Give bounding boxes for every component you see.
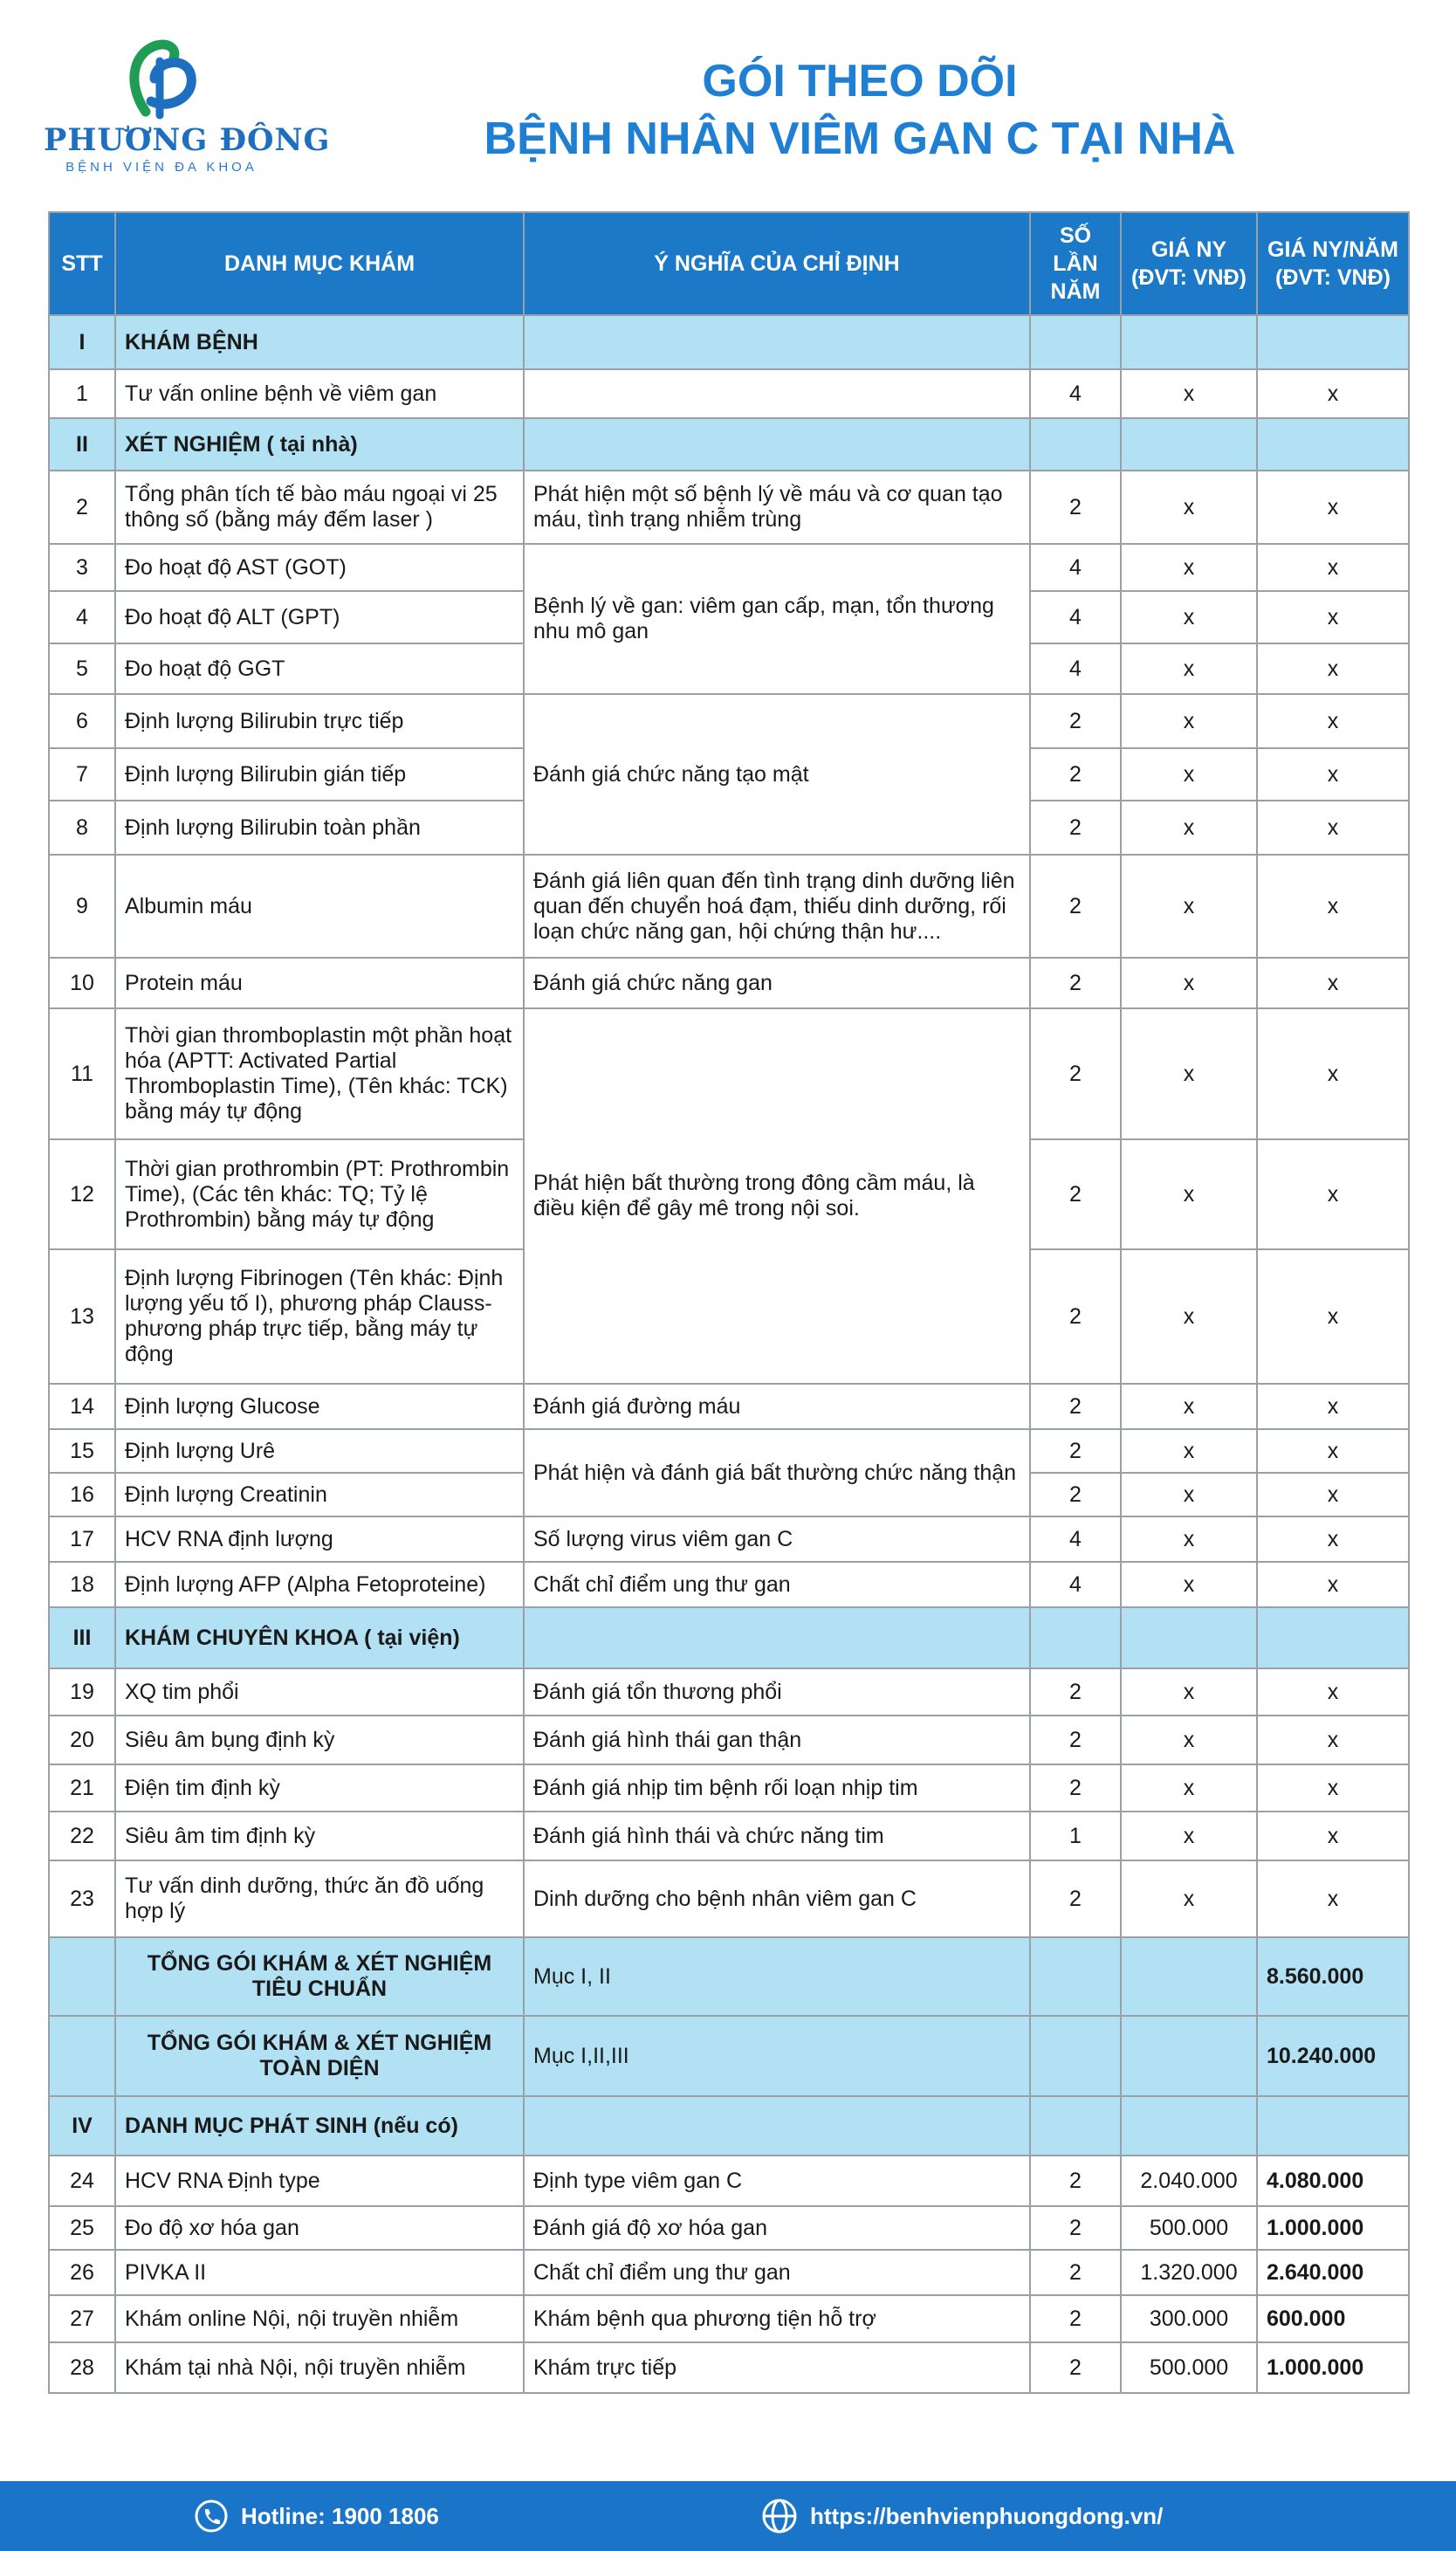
item-name: Định lượng Bilirubin toàn phần	[115, 801, 524, 855]
item-meaning: Khám trực tiếp	[524, 2342, 1030, 2393]
header-stt: STT	[49, 212, 115, 315]
row-number: 27	[49, 2295, 115, 2342]
section-title: KHÁM BỆNH	[115, 315, 524, 369]
row-number: 15	[49, 1429, 115, 1473]
title-line-1: GÓI THEO DÕI	[702, 56, 1018, 107]
unit-price: x	[1121, 471, 1257, 544]
header-total: GIÁ NY/NĂM (ĐVT: VNĐ)	[1257, 212, 1409, 315]
item-name: Đo hoạt độ GGT	[115, 643, 524, 694]
table-row	[49, 958, 1409, 1008]
cell-empty	[1030, 418, 1121, 471]
unit-price: x	[1121, 1473, 1257, 1516]
times-per-year: 2	[1030, 801, 1121, 855]
row-number: 12	[49, 1139, 115, 1249]
table-row	[49, 1384, 1409, 1429]
cell-empty	[49, 2016, 115, 2096]
times-per-year: 4	[1030, 369, 1121, 418]
section-number: II	[49, 418, 115, 471]
times-per-year: 2	[1030, 2250, 1121, 2295]
times-per-year: 2	[1030, 748, 1121, 801]
times-per-year: 4	[1030, 1562, 1121, 1607]
section-number: I	[49, 315, 115, 369]
unit-price: 500.000	[1121, 2206, 1257, 2250]
item-name: Định lượng Creatinin	[115, 1473, 524, 1516]
unit-price: x	[1121, 369, 1257, 418]
row-number: 4	[49, 591, 115, 643]
header-price: GIÁ NY (ĐVT: VNĐ)	[1121, 212, 1257, 315]
table-row	[49, 2206, 1409, 2250]
unit-price: x	[1121, 643, 1257, 694]
item-meaning: Khám bệnh qua phương tiện hỗ trợ	[524, 2295, 1030, 2342]
footer-bar	[0, 2481, 1456, 2551]
item-meaning: Đánh giá hình thái gan thận	[524, 1716, 1030, 1764]
item-name: Định lượng Bilirubin gián tiếp	[115, 748, 524, 801]
cell-empty	[1121, 418, 1257, 471]
times-per-year: 2	[1030, 1139, 1121, 1249]
hotline-text: Hotline: 1900 1806	[241, 2502, 439, 2529]
cell-empty	[1257, 1607, 1409, 1668]
times-per-year: 2	[1030, 1473, 1121, 1516]
item-meaning	[524, 369, 1030, 418]
times-per-year: 2	[1030, 2156, 1121, 2206]
phone-icon	[194, 2499, 229, 2534]
unit-price: x	[1121, 1860, 1257, 1937]
title-line-2: BỆNH NHÂN VIÊM GAN C TẠI NHÀ	[484, 113, 1236, 164]
unit-price: 2.040.000	[1121, 2156, 1257, 2206]
cell-empty	[524, 2096, 1030, 2156]
row-number: 2	[49, 471, 115, 544]
yearly-price: x	[1257, 591, 1409, 643]
unit-price: x	[1121, 855, 1257, 958]
row-number: 19	[49, 1668, 115, 1716]
item-name: Protein máu	[115, 958, 524, 1008]
yearly-price: x	[1257, 1008, 1409, 1139]
cell-empty	[1030, 1607, 1121, 1668]
times-per-year: 2	[1030, 2342, 1121, 2393]
table-row	[49, 2156, 1409, 2206]
total-label: TỔNG GÓI KHÁM & XÉT NGHIỆM TOÀN DIỆN	[115, 2016, 524, 2096]
unit-price: x	[1121, 591, 1257, 643]
times-per-year: 2	[1030, 471, 1121, 544]
cell-empty	[1257, 315, 1409, 369]
item-name: Albumin máu	[115, 855, 524, 958]
times-per-year: 2	[1030, 1668, 1121, 1716]
item-meaning: Đánh giá chức năng gan	[524, 958, 1030, 1008]
row-number: 21	[49, 1764, 115, 1812]
item-name: Siêu âm tim định kỳ	[115, 1812, 524, 1860]
cell-empty	[49, 1937, 115, 2016]
item-meaning: Phát hiện một số bệnh lý về máu và cơ quan tạo máu, tình trạng nhiễm trùng	[524, 471, 1030, 544]
times-per-year: 4	[1030, 1516, 1121, 1562]
cell-empty	[1030, 315, 1121, 369]
table-row	[49, 1716, 1409, 1764]
unit-price: x	[1121, 544, 1257, 591]
times-per-year: 2	[1030, 1384, 1121, 1429]
row-number: 23	[49, 1860, 115, 1937]
cell-empty	[1030, 2096, 1121, 2156]
item-name: Khám online Nội, nội truyền nhiễm	[115, 2295, 524, 2342]
total-scope: Mục I,II,III	[524, 2016, 1030, 2096]
yearly-price: 2.640.000	[1257, 2250, 1409, 2295]
yearly-price: x	[1257, 694, 1409, 748]
yearly-price: 4.080.000	[1257, 2156, 1409, 2206]
times-per-year: 2	[1030, 694, 1121, 748]
item-name: Định lượng Fibrinogen (Tên khác: Định lượng yếu tố I), phương pháp Clauss- phương pháp trực tiếp, bằng máy tự động	[115, 1249, 524, 1384]
section-row	[49, 418, 1409, 471]
item-name: Thời gian thromboplastin một phần hoạt hóa (APTT: Activated Partial Thromboplastin Time), (Tên khác: TCK) bằng máy tự động	[115, 1008, 524, 1139]
item-name: Tư vấn dinh dưỡng, thức ăn đồ uống hợp lý	[115, 1860, 524, 1937]
yearly-price: x	[1257, 1764, 1409, 1812]
item-meaning: Định type viêm gan C	[524, 2156, 1030, 2206]
item-meaning: Số lượng virus viêm gan C	[524, 1516, 1030, 1562]
item-meaning: Đánh giá đường máu	[524, 1384, 1030, 1429]
table-row	[49, 369, 1409, 418]
yearly-price: x	[1257, 801, 1409, 855]
logo-name: PHƯƠNG ĐÔNG	[44, 122, 331, 158]
item-meaning: Bệnh lý về gan: viêm gan cấp, mạn, tổn thương nhu mô gan	[524, 544, 1030, 694]
table-row	[49, 2342, 1409, 2393]
item-meaning: Đánh giá nhịp tim bệnh rối loạn nhịp tim	[524, 1764, 1030, 1812]
item-meaning: Đánh giá liên quan đến tình trạng dinh dưỡng liên quan đến chuyển hoá đạm, thiếu dinh dưỡng, rối loạn chức năng gan, hội chứng thận hư....	[524, 855, 1030, 958]
item-meaning: Dinh dưỡng cho bệnh nhân viêm gan C	[524, 1860, 1030, 1937]
total-row	[49, 2016, 1409, 2096]
section-number: IV	[49, 2096, 115, 2156]
times-per-year: 2	[1030, 1429, 1121, 1473]
section-row	[49, 2096, 1409, 2156]
times-per-year: 2	[1030, 1716, 1121, 1764]
times-per-year: 2	[1030, 2206, 1121, 2250]
yearly-price: x	[1257, 544, 1409, 591]
item-name: PIVKA II	[115, 2250, 524, 2295]
item-name: HCV RNA Định type	[115, 2156, 524, 2206]
section-number: III	[49, 1607, 115, 1668]
yearly-price: x	[1257, 1249, 1409, 1384]
item-meaning: Đánh giá chức năng tạo mật	[524, 694, 1030, 855]
table-row	[49, 1008, 1409, 1139]
website-link[interactable]	[761, 2481, 1163, 2551]
table-row	[49, 471, 1409, 544]
item-meaning: Đánh giá độ xơ hóa gan	[524, 2206, 1030, 2250]
item-name: Thời gian prothrombin (PT: Prothrombin Time), (Các tên khác: TQ; Tỷ lệ Prothrombin) bằng máy tự động	[115, 1139, 524, 1249]
total-label: TỔNG GÓI KHÁM & XÉT NGHIỆM TIÊU CHUẨN	[115, 1937, 524, 2016]
table-body	[49, 315, 1409, 2393]
cell-empty	[524, 315, 1030, 369]
section-title: XÉT NGHIỆM ( tại nhà)	[115, 418, 524, 471]
cell-empty	[1121, 1937, 1257, 2016]
table-row	[49, 855, 1409, 958]
cell-empty	[1257, 2096, 1409, 2156]
item-meaning: Đánh giá tổn thương phổi	[524, 1668, 1030, 1716]
row-number: 3	[49, 544, 115, 591]
yearly-price: x	[1257, 471, 1409, 544]
cell-empty	[524, 1607, 1030, 1668]
row-number: 18	[49, 1562, 115, 1607]
table-row	[49, 1860, 1409, 1937]
row-number: 8	[49, 801, 115, 855]
section-title: KHÁM CHUYÊN KHOA ( tại viện)	[115, 1607, 524, 1668]
unit-price: x	[1121, 1249, 1257, 1384]
yearly-price: x	[1257, 1139, 1409, 1249]
hotline[interactable]	[194, 2481, 439, 2551]
times-per-year: 2	[1030, 855, 1121, 958]
cell-empty	[1030, 1937, 1121, 2016]
times-per-year: 4	[1030, 591, 1121, 643]
row-number: 11	[49, 1008, 115, 1139]
cell-empty	[1121, 2096, 1257, 2156]
yearly-price: x	[1257, 958, 1409, 1008]
table-row	[49, 1516, 1409, 1562]
unit-price: 300.000	[1121, 2295, 1257, 2342]
unit-price: 1.320.000	[1121, 2250, 1257, 2295]
table-row	[49, 1562, 1409, 1607]
unit-price: x	[1121, 1008, 1257, 1139]
item-name: Định lượng Urê	[115, 1429, 524, 1473]
unit-price: x	[1121, 1384, 1257, 1429]
item-name: Đo hoạt độ ALT (GPT)	[115, 591, 524, 643]
times-per-year: 1	[1030, 1812, 1121, 1860]
unit-price: x	[1121, 801, 1257, 855]
cell-empty	[1121, 1607, 1257, 1668]
times-per-year: 4	[1030, 643, 1121, 694]
item-name: Siêu âm bụng định kỳ	[115, 1716, 524, 1764]
unit-price: x	[1121, 958, 1257, 1008]
row-number: 26	[49, 2250, 115, 2295]
yearly-price: 600.000	[1257, 2295, 1409, 2342]
item-name: Khám tại nhà Nội, nội truyền nhiễm	[115, 2342, 524, 2393]
unit-price: x	[1121, 1516, 1257, 1562]
yearly-price: x	[1257, 1384, 1409, 1429]
yearly-price: x	[1257, 1812, 1409, 1860]
yearly-price: x	[1257, 1473, 1409, 1516]
yearly-price: x	[1257, 1716, 1409, 1764]
unit-price: x	[1121, 1429, 1257, 1473]
row-number: 6	[49, 694, 115, 748]
logo-mark-icon	[120, 35, 203, 122]
unit-price: x	[1121, 1716, 1257, 1764]
unit-price: x	[1121, 748, 1257, 801]
table-row	[49, 694, 1409, 748]
cell-empty	[1121, 2016, 1257, 2096]
row-number: 17	[49, 1516, 115, 1562]
times-per-year: 4	[1030, 544, 1121, 591]
total-price: 8.560.000	[1257, 1937, 1409, 2016]
row-number: 16	[49, 1473, 115, 1516]
item-name: Định lượng Glucose	[115, 1384, 524, 1429]
yearly-price: x	[1257, 643, 1409, 694]
item-meaning: Phát hiện bất thường trong đông cầm máu, là điều kiện để gây mê trong nội soi.	[524, 1008, 1030, 1384]
yearly-price: x	[1257, 748, 1409, 801]
hospital-logo	[44, 35, 331, 183]
times-per-year: 2	[1030, 1764, 1121, 1812]
total-scope: Mục I, II	[524, 1937, 1030, 2016]
unit-price: x	[1121, 1139, 1257, 1249]
item-meaning: Chất chỉ điểm ung thư gan	[524, 2250, 1030, 2295]
row-number: 20	[49, 1716, 115, 1764]
times-per-year: 2	[1030, 1860, 1121, 1937]
times-per-year: 2	[1030, 958, 1121, 1008]
row-number: 24	[49, 2156, 115, 2206]
yearly-price: 1.000.000	[1257, 2206, 1409, 2250]
globe-icon	[761, 2498, 798, 2534]
table-row	[49, 1429, 1409, 1473]
item-meaning: Đánh giá hình thái và chức năng tim	[524, 1812, 1030, 1860]
table-row	[49, 544, 1409, 591]
table-row	[49, 1764, 1409, 1812]
total-price: 10.240.000	[1257, 2016, 1409, 2096]
yearly-price: x	[1257, 1516, 1409, 1562]
item-meaning: Chất chỉ điểm ung thư gan	[524, 1562, 1030, 1607]
item-name: Định lượng AFP (Alpha Fetoproteine)	[115, 1562, 524, 1607]
item-name: Điện tim định kỳ	[115, 1764, 524, 1812]
yearly-price: x	[1257, 1562, 1409, 1607]
header-times: SỐ LẦN NĂM	[1030, 212, 1121, 315]
table-header-row	[49, 212, 1409, 315]
row-number: 1	[49, 369, 115, 418]
table-row	[49, 1668, 1409, 1716]
yearly-price: x	[1257, 369, 1409, 418]
yearly-price: 1.000.000	[1257, 2342, 1409, 2393]
header-meaning: Ý NGHĨA CỦA CHỈ ĐỊNH	[524, 212, 1030, 315]
unit-price: x	[1121, 1562, 1257, 1607]
row-number: 10	[49, 958, 115, 1008]
section-row	[49, 1607, 1409, 1668]
table-row	[49, 2295, 1409, 2342]
yearly-price: x	[1257, 1429, 1409, 1473]
row-number: 22	[49, 1812, 115, 1860]
unit-price: x	[1121, 1668, 1257, 1716]
cell-empty	[1030, 2016, 1121, 2096]
package-table	[48, 211, 1410, 2394]
section-row	[49, 315, 1409, 369]
row-number: 28	[49, 2342, 115, 2393]
times-per-year: 2	[1030, 1008, 1121, 1139]
row-number: 25	[49, 2206, 115, 2250]
item-meaning: Phát hiện và đánh giá bất thường chức năng thận	[524, 1429, 1030, 1516]
item-name: Đo hoạt độ AST (GOT)	[115, 544, 524, 591]
item-name: HCV RNA định lượng	[115, 1516, 524, 1562]
cell-empty	[524, 418, 1030, 471]
unit-price: 500.000	[1121, 2342, 1257, 2393]
total-row	[49, 1937, 1409, 2016]
item-name: Tư vấn online bệnh về viêm gan	[115, 369, 524, 418]
cell-empty	[1257, 418, 1409, 471]
yearly-price: x	[1257, 1668, 1409, 1716]
section-title: DANH MỤC PHÁT SINH (nếu có)	[115, 2096, 524, 2156]
times-per-year: 2	[1030, 2295, 1121, 2342]
row-number: 9	[49, 855, 115, 958]
item-name: XQ tim phổi	[115, 1668, 524, 1716]
item-name: Đo độ xơ hóa gan	[115, 2206, 524, 2250]
row-number: 13	[49, 1249, 115, 1384]
row-number: 5	[49, 643, 115, 694]
row-number: 7	[49, 748, 115, 801]
unit-price: x	[1121, 1812, 1257, 1860]
table-row	[49, 1812, 1409, 1860]
cell-empty	[1121, 315, 1257, 369]
unit-price: x	[1121, 1764, 1257, 1812]
table-row	[49, 2250, 1409, 2295]
header-item: DANH MỤC KHÁM	[115, 212, 524, 315]
yearly-price: x	[1257, 1860, 1409, 1937]
unit-price: x	[1121, 694, 1257, 748]
row-number: 14	[49, 1384, 115, 1429]
website-text: https://benhvienphuongdong.vn/	[810, 2502, 1164, 2529]
page-title	[367, 52, 1353, 168]
item-name: Tổng phân tích tế bào máu ngoại vi 25 thông số (bằng máy đếm laser )	[115, 471, 524, 544]
logo-subtitle: BỆNH VIỆN ĐA KHOA	[65, 160, 258, 175]
yearly-price: x	[1257, 855, 1409, 958]
item-name: Định lượng Bilirubin trực tiếp	[115, 694, 524, 748]
times-per-year: 2	[1030, 1249, 1121, 1384]
